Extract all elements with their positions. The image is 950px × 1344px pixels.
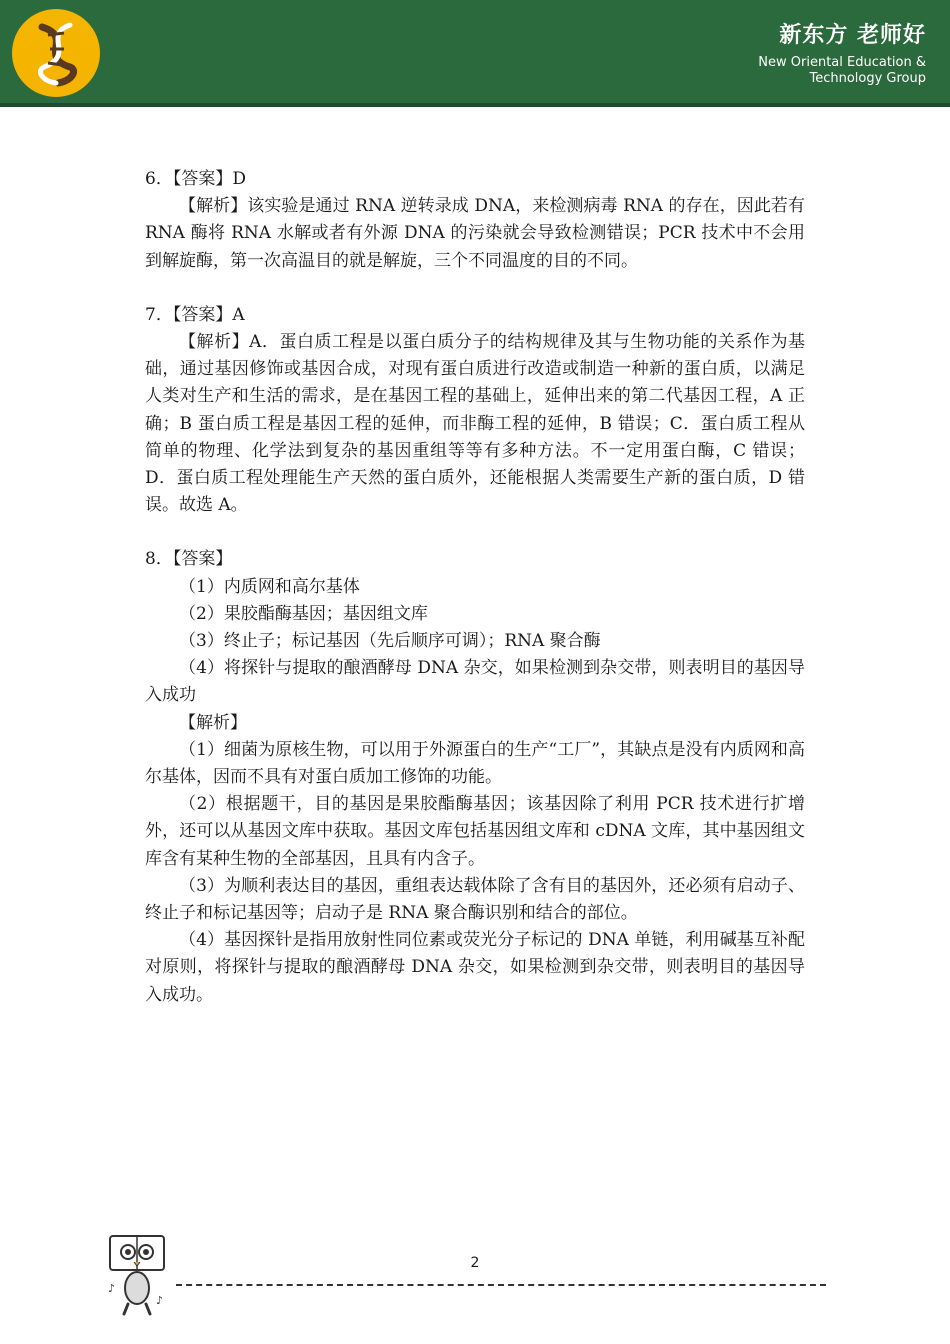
analysis-item-1: （1）细菌为原核生物，可以用于外源蛋白的生产“工厂”，其缺点是没有内质网和高尔基体，因而不具有对蛋白质加工修饰的功能。 [145, 739, 805, 788]
header-divider [0, 103, 950, 107]
brand-name-en-line2: Technology Group [809, 71, 926, 86]
question-heading: 7．【答案】A [145, 304, 245, 325]
brand-block [758, 18, 926, 87]
analysis-item-2: （2）根据题干，目的基因是果胶酯酶基因；该基因除了利用 PCR 技术进行扩增外，还可以从基因文库中获取。基因文库包括基因组文库和 cDNA 文库，其中基因组文库含有某种生物的全部基因，且具有内含子。 [145, 794, 805, 869]
answer-item-1: （1）内质网和高尔基体 [179, 576, 360, 597]
question-heading: 6．【答案】D [145, 169, 246, 189]
reading-owl-mascot-icon [104, 1232, 170, 1320]
dna-helix-logo-icon [12, 9, 100, 97]
question-7 [145, 302, 805, 520]
analysis-paragraph: 【解析】该实验是通过 RNA 逆转录成 DNA，来检测病毒 RNA 的存在，因此若有 RNA 酶将 RNA 水解或者有外源 DNA 的污染就会导致检测错误；PCR 技术中不会用到解旋酶，第一次高温目的就是解旋，三个不同温度的目的不同。 [145, 196, 805, 271]
answer-content [145, 166, 805, 1009]
page-number: 2 [470, 1255, 480, 1271]
svg-text:♪: ♪ [108, 1282, 116, 1295]
footer-dashed-divider [176, 1284, 826, 1286]
answer-item-2: （2）果胶酯酶基因；基因组文库 [179, 603, 428, 624]
brand-name-en-line1: New Oriental Education & [758, 55, 926, 70]
analysis-item-3: （3）为顺利表达目的基因，重组表达载体除了含有目的基因外，还必须有启动子、终止子和标记基因等；启动子是 RNA 聚合酶识别和结合的部位。 [145, 875, 805, 924]
analysis-heading: 【解析】 [179, 712, 247, 733]
page-header [0, 0, 950, 103]
brand-name-cn: 新东方 老师好 [779, 23, 926, 48]
analysis-paragraph: 【解析】A．蛋白质工程是以蛋白质分子的结构规律及其与生物功能的关系作为基础，通过基因修饰或基因合成，对现有蛋白质进行改造或制造一种新的蛋白质，以满足人类对生产和生活的需求，是在基因工程的基础上，延伸出来的第二代基因工程，A 正确；B 蛋白质工程是基因工程的延伸，而非酶工程的延伸，B 错误；C．蛋白质工程从简单的物理、化学法到复杂的基因重组等等有多种方法。不一定用蛋白酶，C 错误；D．蛋白质工程处理能生产天然的蛋白质外，还能根据人类需要生产新的蛋白质，D 错误。故选 A。 [145, 332, 805, 516]
question-heading: 8．【答案】 [145, 549, 233, 570]
analysis-item-4: （4）基因探针是指用放射性同位素或荧光分子标记的 DNA 单链，利用碱基互补配对原则，将探针与提取的酿酒酵母 DNA 杂交，如果检测到杂交带，则表明目的基因导入成功。 [145, 930, 805, 1005]
svg-text:♪: ♪ [156, 1294, 164, 1307]
answer-item-4: （4）将探针与提取的酿酒酵母 DNA 杂交，如果检测到杂交带，则表明目的基因导入成功 [145, 658, 805, 706]
answer-item-3: （3）终止子；标记基因（先后顺序可调）；RNA 聚合酶 [179, 631, 601, 652]
question-8 [145, 546, 805, 1008]
question-6 [145, 166, 805, 275]
